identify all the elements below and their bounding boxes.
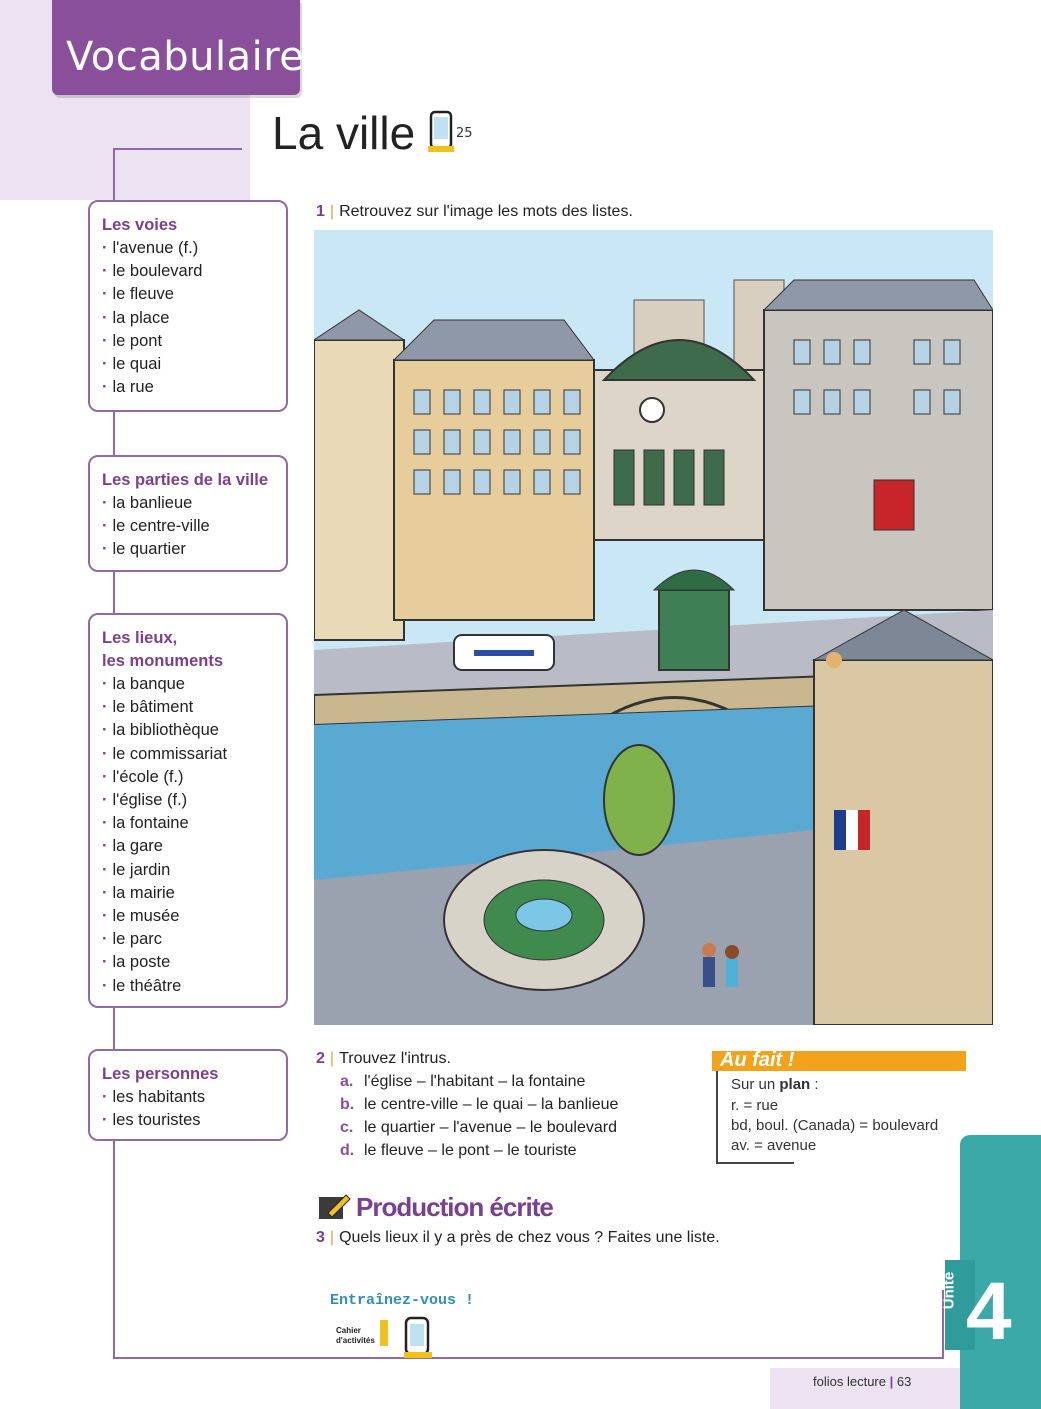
box-heading: les monuments bbox=[102, 652, 224, 670]
connector-line bbox=[113, 1006, 115, 1051]
vocab-item: · l'église (f.) bbox=[102, 791, 188, 810]
vocab-item: · l'avenue (f.) bbox=[102, 239, 199, 257]
box-heading: Les voies bbox=[102, 216, 178, 234]
connector-line bbox=[113, 1138, 115, 1358]
cahier-label: Cahier d'activités bbox=[336, 1326, 375, 1345]
vocab-item: · le quai bbox=[102, 355, 162, 374]
activity-phone-icon[interactable] bbox=[400, 1316, 436, 1360]
vocab-item: · le parc bbox=[102, 930, 163, 949]
connector-line bbox=[113, 410, 115, 458]
writing-pencil-icon bbox=[318, 1193, 352, 1221]
box-heading: Les personnes bbox=[102, 1065, 219, 1083]
vocab-item: · le théâtre bbox=[102, 976, 182, 995]
vocab-box-personnes bbox=[88, 1049, 288, 1141]
section-tag bbox=[52, 0, 305, 95]
cahier-book-icon bbox=[380, 1320, 388, 1346]
section-tag-label: Vocabulaire bbox=[66, 34, 305, 80]
box-heading: Les lieux, bbox=[102, 629, 178, 647]
vocab-item: · la banlieue bbox=[102, 494, 193, 512]
entrainez-label: Entraînez-vous ! bbox=[330, 1292, 475, 1309]
connector-line bbox=[113, 1357, 943, 1359]
au-fait-border bbox=[716, 1162, 794, 1164]
audio-phone-icon[interactable] bbox=[426, 110, 456, 154]
au-fait-intro: Sur un plan : bbox=[731, 1076, 819, 1093]
vocab-item: · la banque bbox=[102, 675, 185, 693]
vocab-item: · le jardin bbox=[102, 860, 171, 879]
vocab-item: · le pont bbox=[102, 331, 163, 350]
au-fait-line: av. = avenue bbox=[731, 1137, 817, 1154]
exercise-1: 1 | Retrouvez sur l'image les mots des listes. bbox=[316, 203, 633, 220]
option-item: a. l'église – l'habitant – la fontaine bbox=[340, 1073, 586, 1090]
vocab-item: · le boulevard bbox=[102, 262, 203, 281]
vocab-item: · la rue bbox=[102, 378, 154, 397]
au-fait-line: r. = rue bbox=[731, 1097, 779, 1114]
vocab-box-parties bbox=[88, 455, 288, 572]
page-folio: folios lecture | 63 bbox=[813, 1374, 912, 1389]
vocab-box-lieux bbox=[88, 613, 288, 1008]
vocab-item: · la bibliothèque bbox=[102, 721, 219, 740]
vocab-item: · le musée bbox=[102, 907, 180, 926]
vocab-box-voies bbox=[88, 200, 288, 412]
vocab-item: · la gare bbox=[102, 837, 163, 856]
vocab-item: · la mairie bbox=[102, 883, 175, 902]
connector-line bbox=[113, 148, 115, 203]
vocab-item: · le fleuve bbox=[102, 285, 174, 304]
production-title: Production écrite bbox=[356, 1192, 553, 1222]
option-item: c. le quartier – l'avenue – le boulevard bbox=[340, 1119, 617, 1136]
vocab-item: · la poste bbox=[102, 953, 171, 972]
vocab-item: · le centre-ville bbox=[102, 517, 210, 536]
city-illustration bbox=[314, 230, 993, 1025]
exercise-2: 2 | Trouvez l'intrus. bbox=[316, 1050, 451, 1067]
exercise-3: 3 | Quels lieux il y a près de chez vous ? Faites une liste. bbox=[316, 1229, 720, 1246]
connector-line bbox=[114, 148, 242, 150]
audio-track-number: 25 bbox=[456, 126, 473, 141]
vocab-item: · le quartier bbox=[102, 540, 186, 559]
au-fait-line: bd, boul. (Canada) = boulevard bbox=[731, 1117, 939, 1134]
vocab-item: · les habitants bbox=[102, 1088, 206, 1106]
vocab-item: · le commissariat bbox=[102, 744, 228, 763]
vocab-item: · le bâtiment bbox=[102, 698, 194, 717]
unit-label: Unité bbox=[940, 1271, 958, 1310]
vocab-item: · la place bbox=[102, 308, 170, 327]
page-title: La ville bbox=[272, 107, 416, 159]
option-item: b. le centre-ville – le quai – la banlieue bbox=[340, 1096, 619, 1113]
au-fait-border bbox=[716, 1071, 718, 1163]
vocab-item: · les touristes bbox=[102, 1111, 201, 1130]
option-item: d. le fleuve – le pont – le touriste bbox=[340, 1142, 577, 1159]
vocab-item: · la fontaine bbox=[102, 814, 189, 833]
connector-line bbox=[113, 570, 115, 615]
au-fait-title: Au fait ! bbox=[720, 1049, 795, 1071]
unit-number: 4 bbox=[966, 1266, 1012, 1357]
vocab-item: · l'école (f.) bbox=[102, 767, 184, 786]
au-fait-header bbox=[712, 1051, 966, 1071]
box-heading: Les parties de la ville bbox=[102, 471, 268, 489]
